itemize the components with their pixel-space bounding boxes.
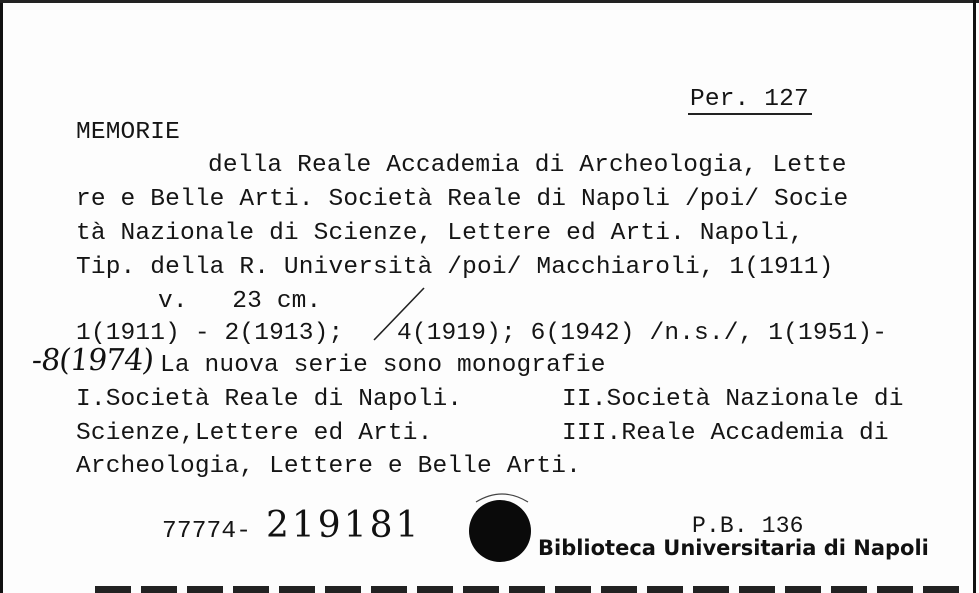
entry-I-line1: I.Società Reale di Napoli. [76,386,463,413]
body-line-3: tà Nazionale di Scienze, Lettere ed Arti. Napoli, [76,220,804,247]
body-line-1: della Reale Accademia di Archeologia, Lette [208,152,847,179]
shelfmark-underline [688,113,812,115]
card-left-edge [0,0,3,593]
stamp-code: P.B. 136 [692,513,804,539]
series-note: La nuova serie sono monografie [160,352,606,379]
card-right-edge [973,0,976,593]
title-heading: MEMORIE [76,119,180,146]
accession-prefix: 77774- [162,518,252,545]
body-line-2: re e Belle Arti. Società Reale di Napoli /poi/ Socie [76,186,849,213]
body-line-4: Tip. della R. Università /poi/ Macchiaroli, 1(1911) [76,254,834,281]
entry-II-line1: II.Società Nazionale di [562,386,904,413]
entry-III-line1: III.Reale Accademia di [562,420,889,447]
holdings-part-1: 1(1911) - 2(1913); [76,320,344,347]
library-stamp: Biblioteca Universitaria di Napoli [538,536,929,560]
physical-description: v. 23 cm. [158,288,322,315]
card-top-edge [0,0,979,3]
holdings-part-2: 4(1919); 6(1942) /n.s./, 1(1951)- [397,320,888,347]
entry-III-line2: Archeologia, Lettere e Belle Arti. [76,453,581,480]
accession-handwritten: 219181 [266,505,422,546]
punch-hole [462,486,540,570]
shelfmark: Per. 127 [690,86,809,113]
bottom-dashed-edge [95,586,965,593]
handwritten-holdings-note: -8(1974) [30,343,155,378]
entry-II-line2: Scienze,Lettere ed Arti. [76,420,433,447]
